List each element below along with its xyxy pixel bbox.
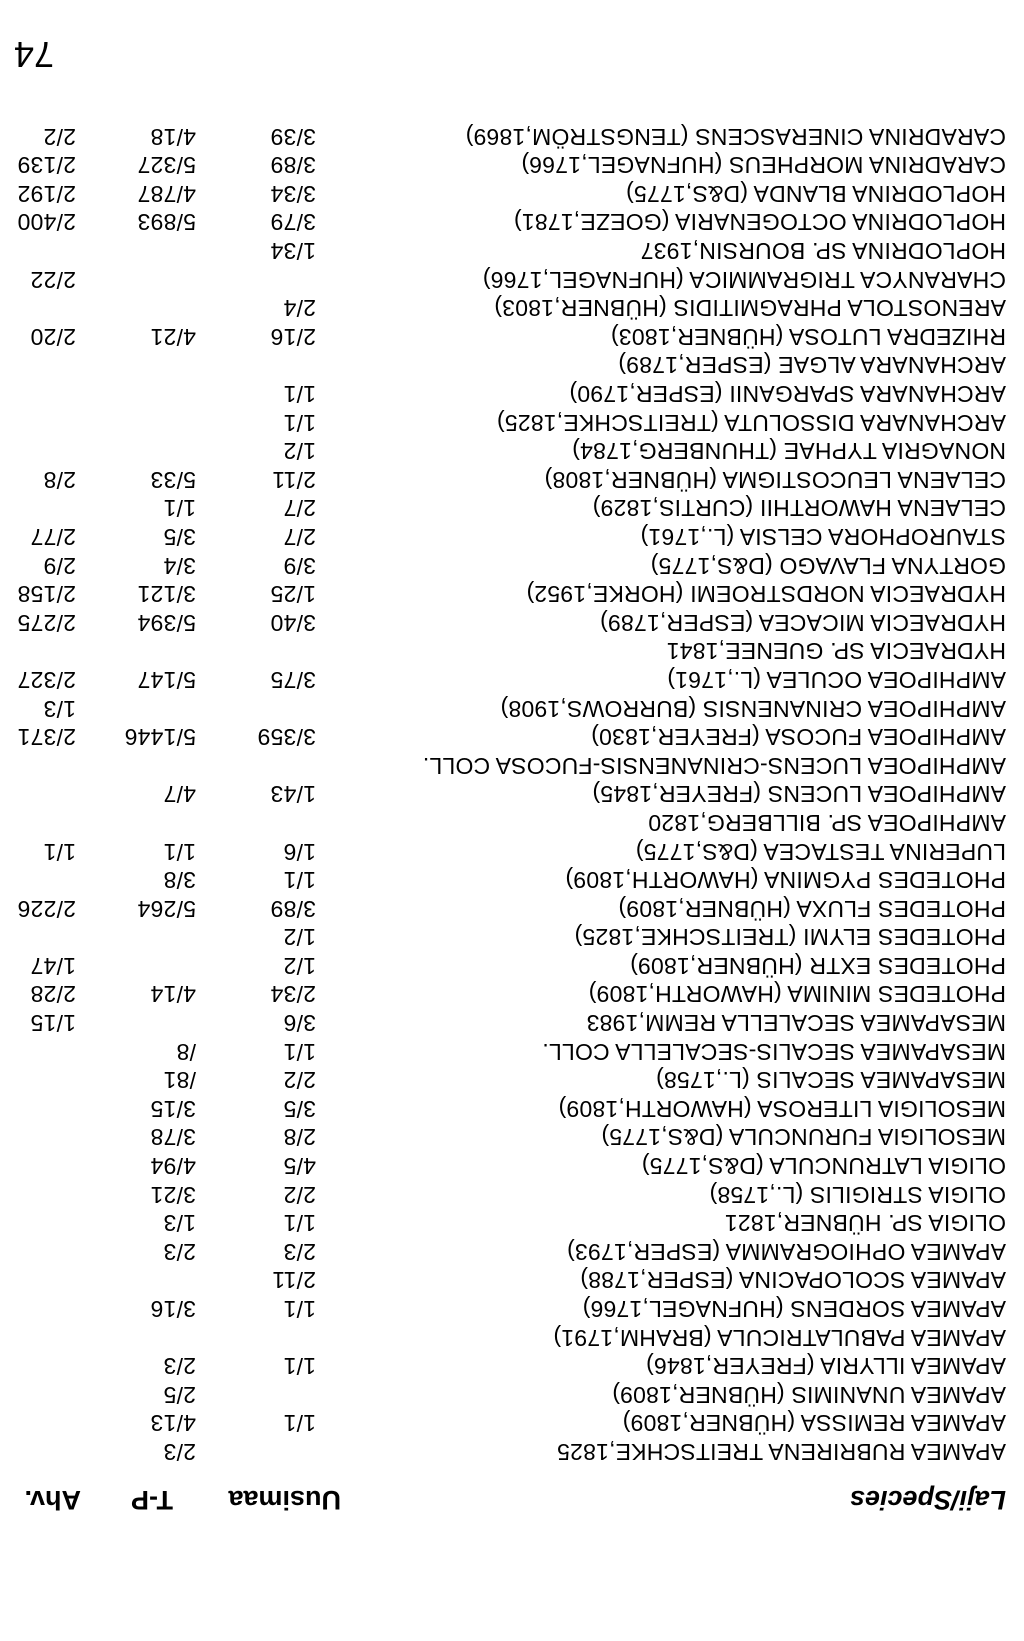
tp-cell: 1/3 [163, 1210, 196, 1237]
table-row [20, 322, 1006, 351]
table-row [20, 1323, 1006, 1352]
uusimaa-cell: 1/1 [283, 409, 316, 436]
species-cell: NONAGRIA TYPHAE (THUNBERG,1784) [572, 438, 1006, 465]
tp-cell: 5/327 [137, 152, 196, 179]
uusimaa-cell: 3/6 [283, 1010, 316, 1037]
table-row [20, 780, 1006, 809]
ahv-cell: 2/192 [17, 180, 76, 207]
uusimaa-cell: 3/39 [270, 123, 316, 150]
tp-cell: 4/13 [150, 1410, 196, 1437]
uusimaa-cell: 2/11 [272, 1267, 316, 1294]
species-cell: PHOTEDES EXTR (HÜBNER,1809) [629, 952, 1006, 979]
table-row [20, 980, 1006, 1009]
species-cell: RHIZEDRA LUTOSA (HÜBNER,1803) [610, 323, 1006, 350]
ahv-cell: 2/327 [17, 666, 76, 693]
uusimaa-cell: 1/34 [270, 238, 316, 265]
tp-cell: 5/394 [137, 609, 196, 636]
tp-cell: 4/18 [150, 123, 196, 150]
ahv-cell: 2/2 [43, 123, 76, 150]
table-row [20, 1237, 1006, 1266]
tp-cell: 1/1 [163, 838, 196, 865]
uusimaa-cell: 2/8 [283, 1124, 316, 1151]
tp-cell: 2/3 [163, 1353, 196, 1380]
uusimaa-cell: 1/1 [283, 1210, 316, 1237]
species-cell: GORTYNA FLAVAGO (D&S,1775) [650, 552, 1006, 579]
page-number: 74 [14, 34, 55, 75]
tp-cell: 2/3 [163, 1439, 196, 1465]
tp-cell: 3/8 [163, 867, 196, 894]
species-cell: HOPLODRINA SP. BOURSIN,1937 [640, 238, 1006, 265]
table-row [20, 1209, 1006, 1238]
uusimaa-cell: 3/89 [270, 152, 316, 179]
uusimaa-cell: 1/25 [270, 581, 316, 608]
species-cell: CELAENA LEUCOSTIGMA (HÜBNER,1808) [544, 466, 1006, 493]
table-row [20, 1123, 1006, 1152]
species-cell: AMPHIPOEA CRINANENSIS (BURROWS,1908) [500, 695, 1006, 722]
table-row [20, 122, 1006, 151]
table-row [17, 665, 1006, 694]
uusimaa-cell: 3/79 [270, 209, 316, 236]
species-cell: HYDRAECIA NORDSTROEMI (HORKE,1952) [526, 581, 1006, 608]
tp-cell: 3/121 [137, 581, 196, 608]
uusimaa-cell: 2/7 [283, 524, 316, 550]
table-row [17, 151, 1006, 180]
ahv-cell: 2/22 [30, 266, 76, 293]
table-row [20, 1180, 1006, 1209]
species-cell: APAMEA SORDENS (HUFNAGEL,1766) [582, 1296, 1006, 1323]
species-cell: AMPHIPOEA FUCOSA (FREYER,1830) [590, 724, 1006, 751]
uusimaa-cell: 3/89 [270, 895, 316, 922]
species-cell: HYDRAECIA SP. GUENEE,1841 [666, 638, 1006, 665]
species-cell: AMPHIPOEA SP. BILLBERG,1820 [648, 809, 1006, 836]
uusimaa-cell: 1/2 [283, 924, 316, 951]
tp-cell: 5/1446 [124, 724, 196, 751]
species-cell: MESOLIGIA LITEROSA (HAWORTH,1809) [558, 1095, 1006, 1122]
species-cell: MESAPAMEA SECALIS-SECALELLA COLL. [542, 1038, 1006, 1065]
tp-cell: 3/15 [150, 1095, 196, 1122]
table-row [17, 208, 1006, 237]
table-row [17, 894, 1006, 923]
species-cell: ARCHANARA SPARGANII (ESPER,1790) [569, 381, 1006, 408]
species-table [17, 122, 1006, 1466]
uusimaa-cell: 1/1 [283, 1410, 316, 1437]
table-row [20, 522, 1006, 551]
species-cell: AMPHIPOEA OCULEA (L.,1761) [667, 666, 1006, 693]
uusimaa-cell: 2/2 [283, 1067, 316, 1094]
header-uusimaa: Uusimaa [228, 1485, 341, 1515]
table-row [20, 1151, 1006, 1180]
uusimaa-cell: 3/34 [270, 180, 316, 207]
ahv-cell: 1/47 [30, 952, 76, 979]
species-cell: CELAENA HAWORTHII (CURTIS,1829) [592, 495, 1006, 522]
header-tp: T-P [130, 1485, 173, 1515]
species-cell: AMPHIPOEA LUCENS (FREYER,1845) [592, 781, 1006, 808]
ahv-cell: 2/139 [17, 152, 76, 179]
species-cell: CHARANYCA TRIGRAMMICA (HUFNAGEL,1766) [482, 266, 1006, 293]
tp-cell: 1/1 [163, 495, 196, 522]
table-row [20, 437, 1006, 466]
species-cell: ARCHANARA ALGAE (ESPER,1789) [618, 352, 1006, 379]
ahv-cell: 2/400 [17, 209, 76, 236]
tp-cell: /8 [176, 1038, 196, 1065]
table-row [20, 1094, 1006, 1123]
species-cell: ARENOSTOLA PHRAGMITIDIS (HÜBNER,1803) [494, 295, 1006, 322]
species-cell: OLIGIA STRIGILIS (L.,1758) [709, 1181, 1006, 1208]
species-cell: PHOTEDES FLUXA (HÜBNER,1809) [618, 895, 1006, 922]
species-cell: LUPERINA TESTACEA (D&S,1775) [635, 838, 1006, 865]
tp-cell: 4/94 [150, 1153, 196, 1180]
table-row [20, 236, 1006, 265]
table-row [20, 694, 1006, 723]
uusimaa-cell: 1/1 [283, 1296, 316, 1323]
uusimaa-cell: 3/359 [257, 724, 316, 751]
uusimaa-cell: 1/2 [283, 438, 316, 465]
table-row [20, 1352, 1006, 1381]
species-cell: AMPHIPOEA LUCENS-CRINANENSIS-FUCOSA COLL. [422, 752, 1006, 779]
table-row [20, 351, 1006, 380]
table-row [20, 951, 1006, 980]
species-cell: APAMEA SCOLOPACINA (ESPER,1788) [580, 1267, 1006, 1294]
uusimaa-cell: 1/6 [283, 838, 316, 865]
table-row [17, 608, 1006, 637]
species-cell: MESOLIGIA FURUNCULA (D&S,1775) [601, 1124, 1006, 1151]
uusimaa-cell: 3/9 [283, 552, 316, 579]
species-cell: MESAPAMEA SECALELLA REMM,1983 [586, 1010, 1006, 1037]
tp-cell: /81 [163, 1067, 196, 1094]
ahv-cell: 1/3 [43, 695, 76, 722]
table-row [20, 465, 1006, 494]
tp-cell: 4/787 [137, 180, 196, 207]
tp-cell: 2/5 [163, 1381, 196, 1408]
table-row [20, 408, 1006, 437]
table-row [20, 808, 1006, 837]
header-ahv: Ahv. [24, 1485, 81, 1515]
tp-cell: 3/21 [150, 1181, 196, 1208]
table-row [20, 923, 1006, 952]
table-row [20, 1009, 1006, 1038]
uusimaa-cell: 3/75 [270, 666, 316, 693]
table-row [17, 179, 1006, 208]
uusimaa-cell: 1/43 [270, 781, 316, 808]
uusimaa-cell: 2/16 [270, 323, 316, 350]
uusimaa-cell: 3/5 [283, 1095, 316, 1122]
table-row [20, 866, 1006, 895]
table-row [20, 837, 1006, 866]
species-cell: PHOTEDES MINIMA (HAWORTH,1809) [588, 981, 1006, 1008]
ahv-cell: 1/15 [30, 1010, 76, 1037]
species-cell: APAMEA REMISSA (HÜBNER,1809) [622, 1410, 1006, 1437]
tp-cell: 2/3 [163, 1238, 196, 1265]
uusimaa-cell: 2/11 [272, 466, 316, 493]
species-cell: CARADRINA MORPHEUS (HUFNAGEL,1766) [521, 152, 1006, 179]
species-cell: STAUROPHORA CELSIA (L.,1761) [640, 524, 1006, 550]
table-row [17, 723, 1006, 752]
species-cell: CARADRINA CINERASCENS (TENGSTRÖM,1869) [465, 123, 1006, 150]
ahv-cell: 2/158 [17, 581, 76, 608]
table-row [20, 379, 1006, 408]
table-row [20, 265, 1006, 294]
uusimaa-cell: 4/5 [283, 1153, 316, 1180]
table-row [20, 1409, 1006, 1438]
tp-cell: 5/264 [137, 895, 196, 922]
uusimaa-cell: 1/1 [283, 1038, 316, 1065]
table-row [20, 1266, 1006, 1295]
uusimaa-cell: 2/34 [270, 981, 316, 1008]
table-row [20, 751, 1006, 780]
uusimaa-cell: 2/2 [283, 1181, 316, 1208]
table-row [20, 1294, 1006, 1323]
table-row [20, 551, 1006, 580]
uusimaa-cell: 1/1 [283, 1353, 316, 1380]
species-cell: APAMEA UNANIMIS (HÜBNER,1809) [612, 1381, 1006, 1408]
species-cell: PHOTEDES PYGMINA (HAWORTH,1809) [565, 867, 1006, 894]
ahv-cell: 2/226 [17, 895, 76, 922]
species-cell: OLIGIA LATRUNCULA (D&S,1775) [641, 1153, 1006, 1180]
uusimaa-cell: 3/40 [270, 609, 316, 636]
tp-cell: 3/5 [163, 524, 196, 550]
tp-cell: 5/147 [137, 666, 196, 693]
tp-cell: 4/14 [150, 981, 196, 1008]
species-cell: ARCHANARA DISSOLUTA (TREITSCHKE,1825) [496, 409, 1006, 436]
ahv-cell: 2/9 [43, 552, 76, 579]
species-cell: PHOTEDES ELYMI (TREITSCHKE,1825) [574, 924, 1006, 951]
tp-cell: 5/33 [150, 466, 196, 493]
ahv-cell: 2/77 [30, 524, 76, 550]
tp-cell: 3/16 [150, 1296, 196, 1323]
uusimaa-cell: 2/3 [283, 1238, 316, 1265]
table-row [17, 580, 1006, 609]
uusimaa-cell: 1/1 [283, 867, 316, 894]
species-cell: HOPLODRINA OCTOGENARIA (GOEZE,1781) [513, 209, 1006, 236]
species-cell: APAMEA RUBRIRENA TREITSCHKE,1825 [556, 1439, 1006, 1465]
ahv-cell: 2/275 [17, 609, 76, 636]
ahv-cell: 2/28 [30, 981, 76, 1008]
table-row [20, 637, 1006, 666]
table-row [20, 1066, 1006, 1095]
species-cell: APAMEA ILLYRIA (FREYER,1846) [645, 1353, 1006, 1380]
ahv-cell: 1/1 [43, 838, 76, 865]
species-cell: OLIGIA SP. HÜBNER,1821 [724, 1210, 1006, 1237]
table-row [20, 1037, 1006, 1066]
ahv-cell: 2/8 [43, 466, 76, 493]
tp-cell: 3/4 [163, 552, 196, 579]
tp-cell: 3/78 [150, 1124, 196, 1151]
ahv-cell: 2/371 [17, 724, 76, 751]
uusimaa-cell: 1/1 [283, 381, 316, 408]
species-cell: HYDRAECIA MICACEA (ESPER,1789) [599, 609, 1006, 636]
uusimaa-cell: 1/2 [283, 952, 316, 979]
table-row [20, 294, 1006, 323]
species-cell: APAMEA PABULATRICULA (BRAHM,1791) [553, 1324, 1006, 1351]
uusimaa-cell: 2/7 [283, 495, 316, 522]
table-row [20, 1437, 1006, 1466]
table-row [20, 494, 1006, 523]
tp-cell: 5/893 [137, 209, 196, 236]
header-species: Laji/Species [849, 1485, 1006, 1515]
uusimaa-cell: 2/4 [283, 295, 316, 322]
species-cell: MESAPAMEA SECALIS (L.,1758) [655, 1067, 1006, 1094]
species-cell: HOPLODRINA BLANDA (D&S,1775) [625, 180, 1006, 207]
species-cell: APAMEA OPHIOGRAMMA (ESPER,1793) [566, 1238, 1006, 1265]
ahv-cell: 2/20 [30, 323, 76, 350]
table-header [20, 1481, 1006, 1515]
tp-cell: 4/21 [150, 323, 196, 350]
tp-cell: 4/7 [163, 781, 196, 808]
table-row [20, 1380, 1006, 1409]
